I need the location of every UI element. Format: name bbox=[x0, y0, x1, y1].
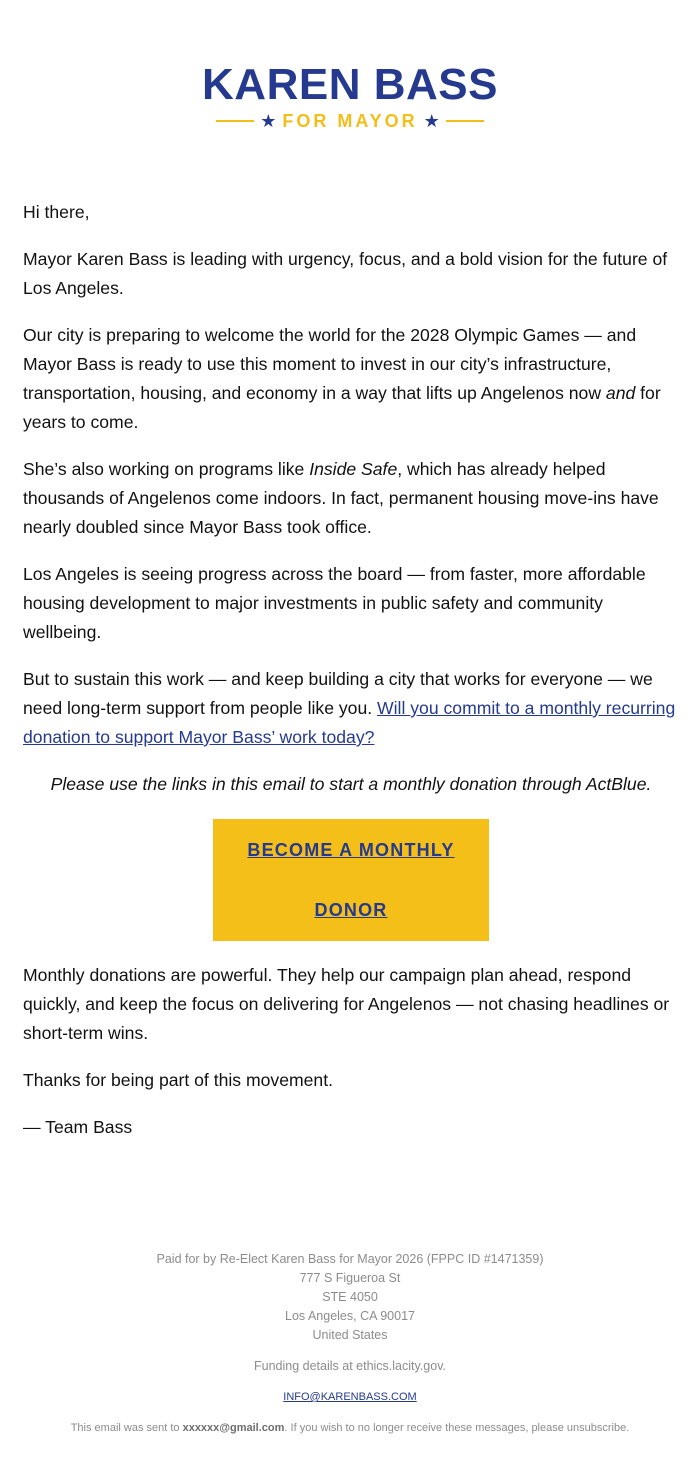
email-body bbox=[23, 198, 679, 1160]
logo-left-rule bbox=[216, 120, 254, 122]
star-icon: ★ bbox=[423, 111, 440, 131]
logo-tagline: FOR MAYOR bbox=[282, 111, 418, 131]
paragraph-monthly-power: Monthly donations are powerful. They help our campaign plan ahead, respond quickly, and keep the focus on delivering for Angelenos — not chasing headlines or short-term wins. bbox=[23, 965, 670, 1043]
paid-for-disclaimer: Paid for by Re-Elect Karen Bass for Mayor 2026 (FPPC ID #1471359) bbox=[156, 1252, 544, 1266]
logo-right-rule bbox=[446, 120, 484, 122]
logo-tagline-row bbox=[0, 112, 700, 130]
address-line-1: 777 S Figueroa St bbox=[299, 1271, 401, 1285]
address-line-3: Los Angeles, CA 90017 bbox=[285, 1309, 415, 1323]
logo-name: KAREN BASS bbox=[202, 60, 498, 109]
campaign-logo bbox=[0, 60, 700, 130]
address-line-2: STE 4050 bbox=[322, 1290, 378, 1304]
greeting: Hi there, bbox=[23, 202, 90, 222]
recipient-email: xxxxxx@gmail.com bbox=[182, 1422, 285, 1434]
email-footer bbox=[0, 1250, 700, 1438]
actblue-notice: Please use the links in this email to start a monthly donation through ActBlue. bbox=[50, 774, 652, 794]
paragraph-intro: Mayor Karen Bass is leading with urgency, focus, and a bold vision for the future of Los Angeles. bbox=[23, 249, 668, 298]
paragraph-inside-safe: She’s also working on programs like Inside Safe, which has already helped thousands of Angelenos come indoors. In fact, permanent housing move-ins have nearly doubled since Mayor Bass took office. bbox=[23, 459, 659, 537]
address-line-4: United States bbox=[312, 1328, 388, 1342]
paragraph-thanks: Thanks for being part of this movement. bbox=[23, 1070, 333, 1090]
monthly-donation-link[interactable]: Will you commit to a monthly recurring donation to support Mayor Bass’ work today? bbox=[23, 698, 676, 747]
cta-line-1: BECOME A MONTHLY bbox=[247, 840, 455, 860]
signoff: — Team Bass bbox=[23, 1117, 133, 1137]
paragraph-ask: But to sustain this work — and keep building a city that works for everyone — we need long-term support from people like you. Will you commit to a monthly recurring donation to support Mayor Bass’ work today? bbox=[23, 669, 676, 747]
paragraph-olympics: Our city is preparing to welcome the world for the 2028 Olympic Games — and Mayor Bass is ready to use this moment to invest in our city’s infrastructure, transportation, housing, and economy in a way that lifts up Angelenos now and for years to come. bbox=[23, 325, 661, 432]
paragraph-progress: Los Angeles is seeing progress across the board — from faster, more affordable housing development to major investments in public safety and community wellbeing. bbox=[23, 564, 646, 642]
funding-details: Funding details at ethics.lacity.gov. bbox=[254, 1359, 446, 1373]
unsubscribe-notice: This email was sent to xxxxxx@gmail.com. If you wish to no longer receive these messages, please unsubscribe. bbox=[70, 1422, 630, 1434]
cta-line-2: DONOR bbox=[314, 900, 388, 920]
become-monthly-donor-button[interactable] bbox=[213, 819, 489, 941]
cta-container bbox=[23, 819, 679, 941]
star-icon: ★ bbox=[260, 111, 277, 131]
contact-email-link[interactable]: INFO@KARENBASS.COM bbox=[283, 1391, 417, 1403]
